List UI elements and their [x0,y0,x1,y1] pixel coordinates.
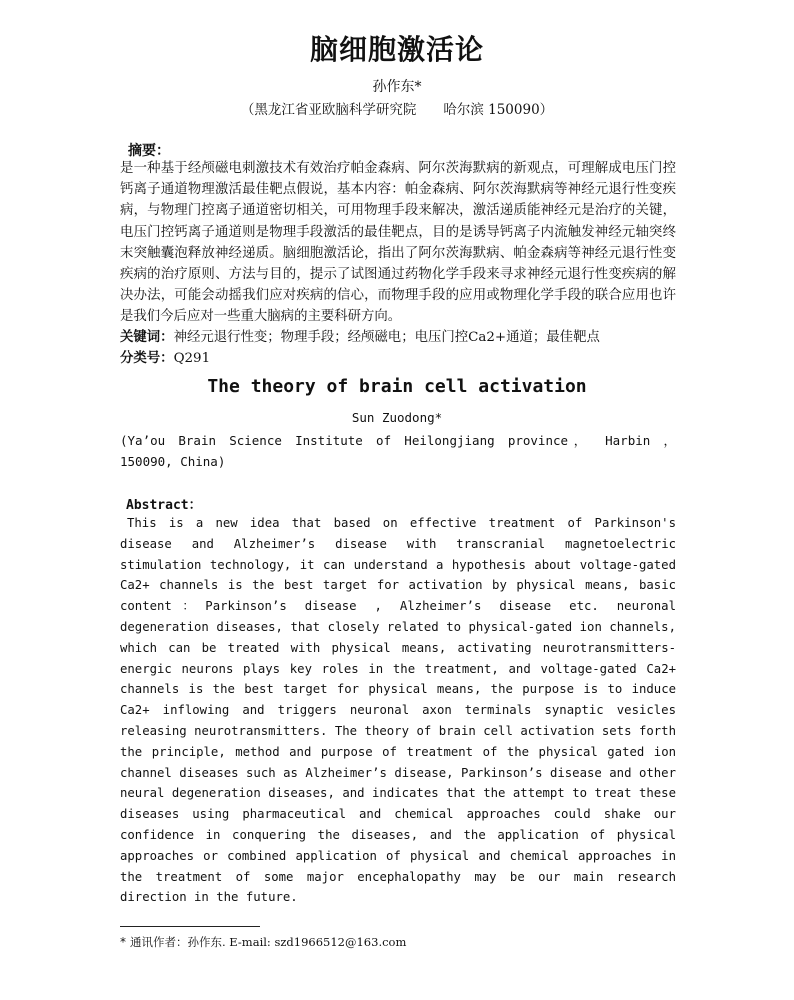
footnote-marker: * [120,935,126,949]
english-affiliation: (Ya’ou Brain Science Institute of Heilongjiang province， Harbin ， 150090, China) [120,433,676,469]
chinese-classification-line [120,347,720,366]
english-abstract-text: This is a new idea that based on effective treatment of Parkinson's disease and Alzheimer’s disease with transcranial magnetoelectric stimulation technology, it can understand a hypothesis about voltage-gated Ca2+ channels is the best target for activation by physical means, basic content：Parkinson’s disease , Alzheimer’s disease etc. neuronal degeneration diseases, that closely related to physical-gated ion channels, which can be treated with physical means, activating neurotransmitters-energic neurons plays key roles in the treatment, and voltage-gated Ca2+ channels is the best target for physical means, the purpose is to induce Ca2+ inflowing and triggers neuronal axon terminals synaptic vesicles releasing neurotransmitters. The theory of brain cell activation sets forth the principle, method and purpose of treatment of the physical gated ion channel diseases such as Alzheimer’s disease, Parkinson’s disease and other neural degeneration diseases, and indicates that the attempt to treat these diseases using pharmaceutical and chemical approaches could shake our confidence in conquering the diseases, and the application of physical approaches or combined application of physical and chemical approaches in the treatment of some major encephalopathy may be our main research direction in the future. [120,516,676,905]
chinese-classification-label: 分类号： [120,351,174,366]
footnote-text: 通讯作者：孙作东. E-mail: szd1966512@163.com [130,935,407,949]
english-abstract-label: Abstract： [126,498,202,513]
chinese-abstract-label: 摘要： [128,143,170,159]
chinese-classification-value: Q291 [173,351,211,366]
chinese-keywords-line [120,326,720,345]
footnote [120,934,720,950]
chinese-keywords-text: 神经元退行性变；物理手段；经颅磁电；电压门控Ca2+通道；最佳靶点 [173,330,600,345]
chinese-keywords-label: 关键词： [120,330,174,345]
chinese-abstract-text: 是一种基于经颅磁电刺激技术有效治疗帕金森病、阿尔茨海默病的新观点，可理解成电压门控钙离子通道物理激活最佳靶点假说，基本内容：帕金森病、阿尔茨海默病等神经元退行性变疾病，与物理门控离子通道密切相关，可用物理手段来解决，激活递质能神经元是治疗的关键，电压门控钙离子通道则是物理手段激活的最佳靶点，目的是诱导钙离子内流触发神经元轴突终末突触囊泡释放神经递质。脑细胞激活论，指出了阿尔茨海默病、帕金森病等神经元退行性变疾病的治疗原则、方法与目的，提示了试图通过药物化学手段来寻求神经元退行性变疾病的解决办法，可能会动摇我们应对疾病的信心，而物理手段的应用或物理化学手段的联合应用也许是我们今后应对一些重大脑病的主要科研方向。 [120,161,676,325]
chinese-author: 孙作东* [372,79,422,95]
english-title: The theory of brain cell activation [207,376,587,397]
chinese-title: 脑细胞激活论 [309,33,484,66]
english-author: Sun Zuodong* [351,410,443,425]
footnote-divider [120,926,260,927]
chinese-affiliation: （黑龙江省亚欧脑科学研究院 哈尔滨 150090） [240,102,554,118]
